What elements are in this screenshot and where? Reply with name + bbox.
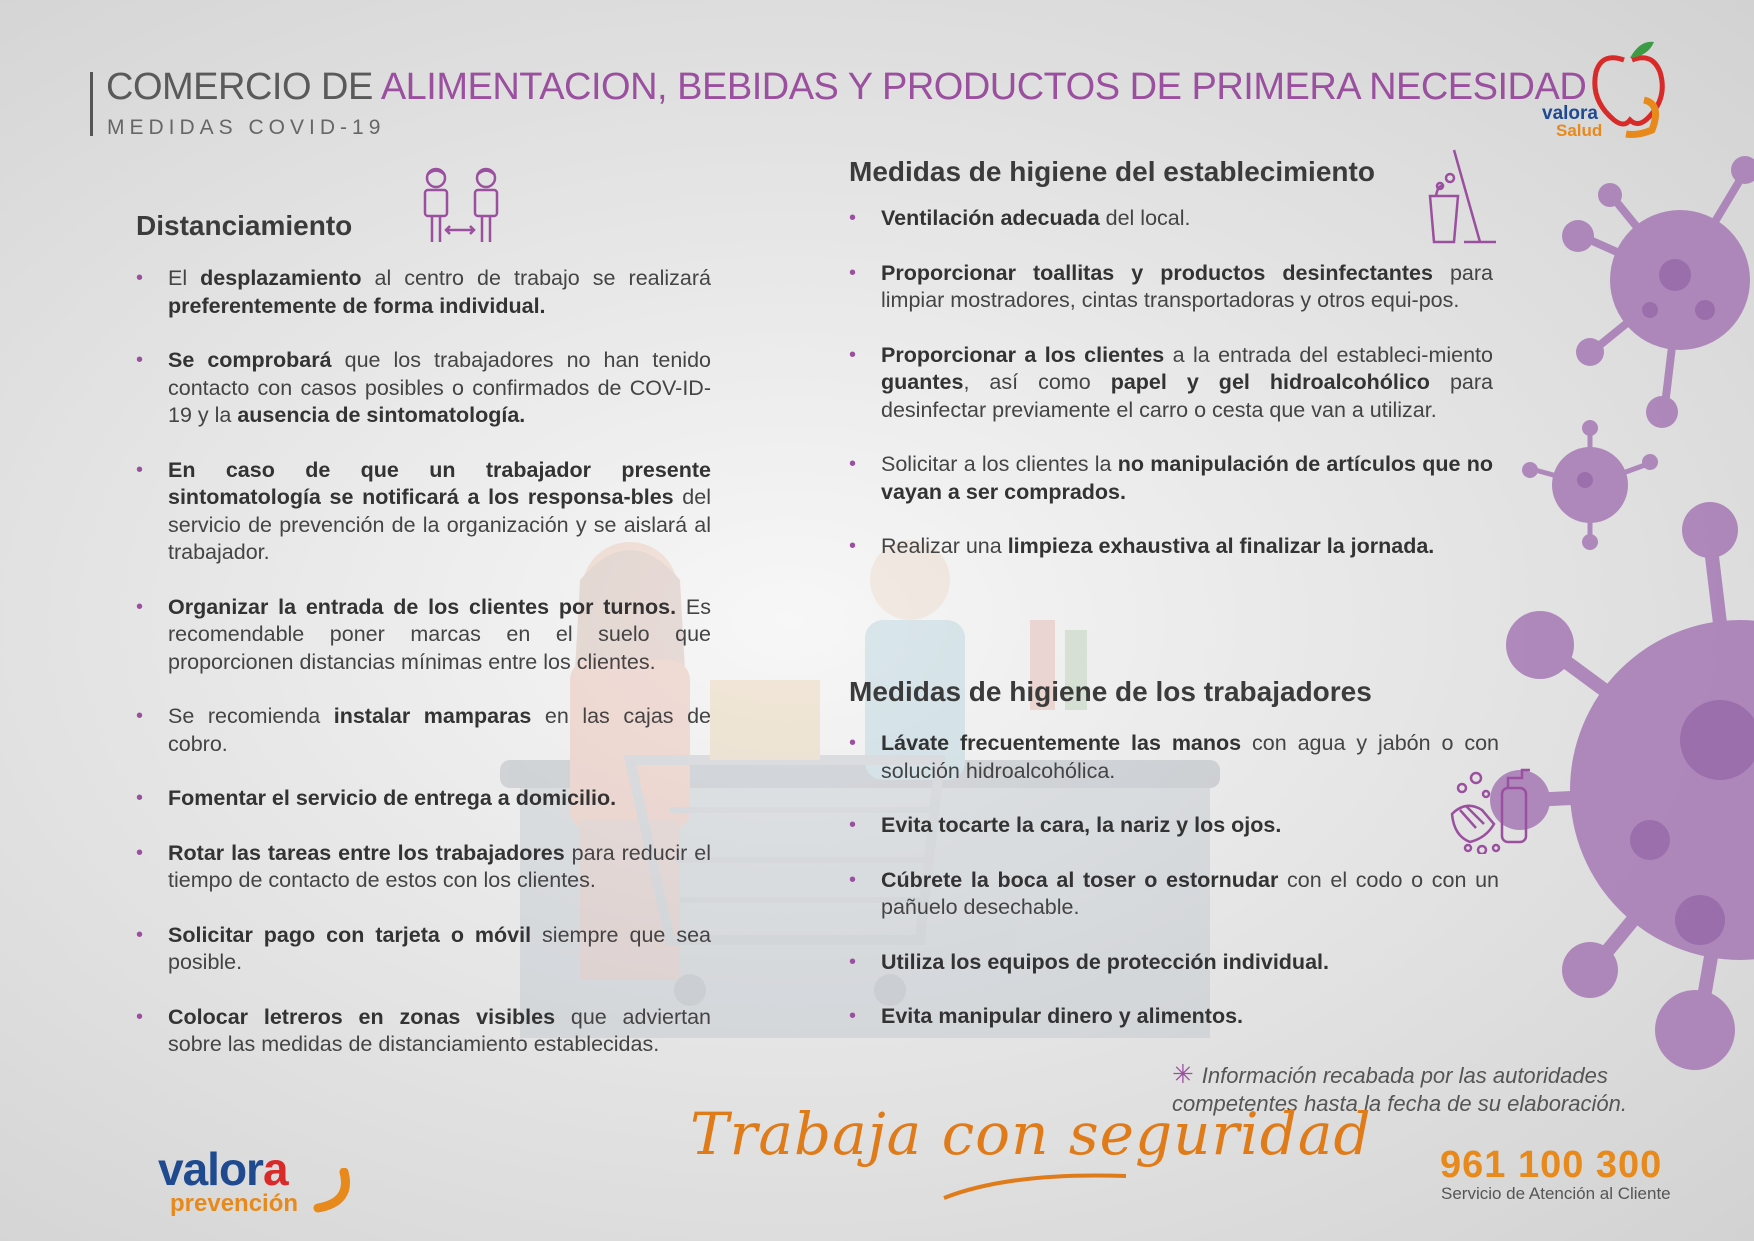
- valora-prevencion-logo: valora: [158, 1143, 288, 1195]
- phone-caption: Servicio de Atención al Cliente: [1441, 1184, 1671, 1203]
- list-item: • Lávate frecuentemente las manos con agua y jabón o con solución hidroalcohólica.: [849, 730, 1499, 785]
- list-item: • El desplazamiento al centro de trabajo se realizará preferentemente de forma individual.: [136, 265, 711, 320]
- list-item: • Fomentar el servicio de entrega a domicilio.: [136, 785, 711, 813]
- page-title: COMERCIO DE ALIMENTACION, BEBIDAS Y PRODUCTOS DE PRIMERA NECESIDAD: [106, 66, 1587, 108]
- list-item: • Evita tocarte la cara, la nariz y los ojos.: [849, 812, 1499, 840]
- establishment-hygiene-heading: Medidas de higiene del establecimiento: [849, 156, 1375, 187]
- virus-icon: [1562, 156, 1754, 428]
- logo-swoosh-icon: [308, 1168, 354, 1214]
- slogan-swash: [940, 1168, 1130, 1204]
- list-item: • Ventilación adecuada del local.: [849, 205, 1493, 233]
- distancing-heading: Distanciamiento: [136, 210, 353, 241]
- list-item: • Se recomienda instalar mamparas en las cajas de cobro.: [136, 703, 711, 758]
- distancing-list: [136, 265, 711, 1086]
- list-item: • Organizar la entrada de los clientes por turnos. Es recomendable poner marcas en el suelo que proporcionen distancias mínimas entre los clientes.: [136, 594, 711, 677]
- establishment-hygiene-list: [849, 205, 1493, 588]
- list-item: • Cúbrete la boca al toser o estornudar con el codo o con un pañuelo desechable.: [849, 867, 1499, 922]
- phone-number[interactable]: 961 100 300: [1440, 1144, 1663, 1186]
- list-item: • Rotar las tareas entre los trabajadores para reducir el tiempo de contacto de estos con los clientes.: [136, 840, 711, 895]
- worker-hygiene-list: [849, 730, 1499, 1058]
- list-item: • Se comprobará que los trabajadores no han tenido contacto con casos posibles o confirmados de COV-ID-19 y la ausencia de sintomatología.: [136, 347, 711, 430]
- worker-hygiene-heading: Medidas de higiene de los trabajadores: [849, 676, 1372, 707]
- header-accent-bar: [90, 72, 93, 136]
- list-item: • Colocar letreros en zonas visibles que adviertan sobre las medidas de distanciamiento establecidas.: [136, 1004, 711, 1059]
- list-item: • Solicitar pago con tarjeta o móvil siempre que sea posible.: [136, 922, 711, 977]
- list-item: • Proporcionar a los clientes a la entrada del estableci-miento guantes, así como papel y gel hidroalcohólico para desinfectar previamente el carro o cesta que van a utilizar.: [849, 342, 1493, 425]
- list-item: • Realizar una limpieza exhaustiva al finalizar la jornada.: [849, 533, 1493, 561]
- source-note: ✳ Información recabada por las autoridades competentes hasta la fecha de su elaboración.: [1172, 1059, 1627, 1116]
- page-subtitle: MEDIDAS COVID-19: [107, 116, 386, 139]
- logo-top-valora: valora: [1542, 103, 1598, 124]
- slogan: Trabaja con seguridad: [690, 1100, 1372, 1168]
- asterisk-icon: ✳: [1172, 1059, 1194, 1089]
- logo-top-salud: Salud: [1556, 121, 1603, 140]
- list-item: • Proporcionar toallitas y productos desinfectantes para limpiar mostradores, cintas transportadoras y otros equi-pos.: [849, 260, 1493, 315]
- list-item: • Solicitar a los clientes la no manipulación de artículos que no vayan a ser comprados.: [849, 451, 1493, 506]
- list-item: • Utiliza los equipos de protección individual.: [849, 949, 1499, 977]
- list-item: • Evita manipular dinero y alimentos.: [849, 1003, 1499, 1031]
- list-item: • En caso de que un trabajador presente sintomatología se notificará a los responsa-bles del servicio de prevención de la organización y se aislará al trabajador.: [136, 457, 711, 567]
- virus-decoration: [1490, 140, 1754, 1080]
- logo-prevencion-text: prevención: [170, 1190, 299, 1217]
- distancing-icon: [420, 162, 506, 248]
